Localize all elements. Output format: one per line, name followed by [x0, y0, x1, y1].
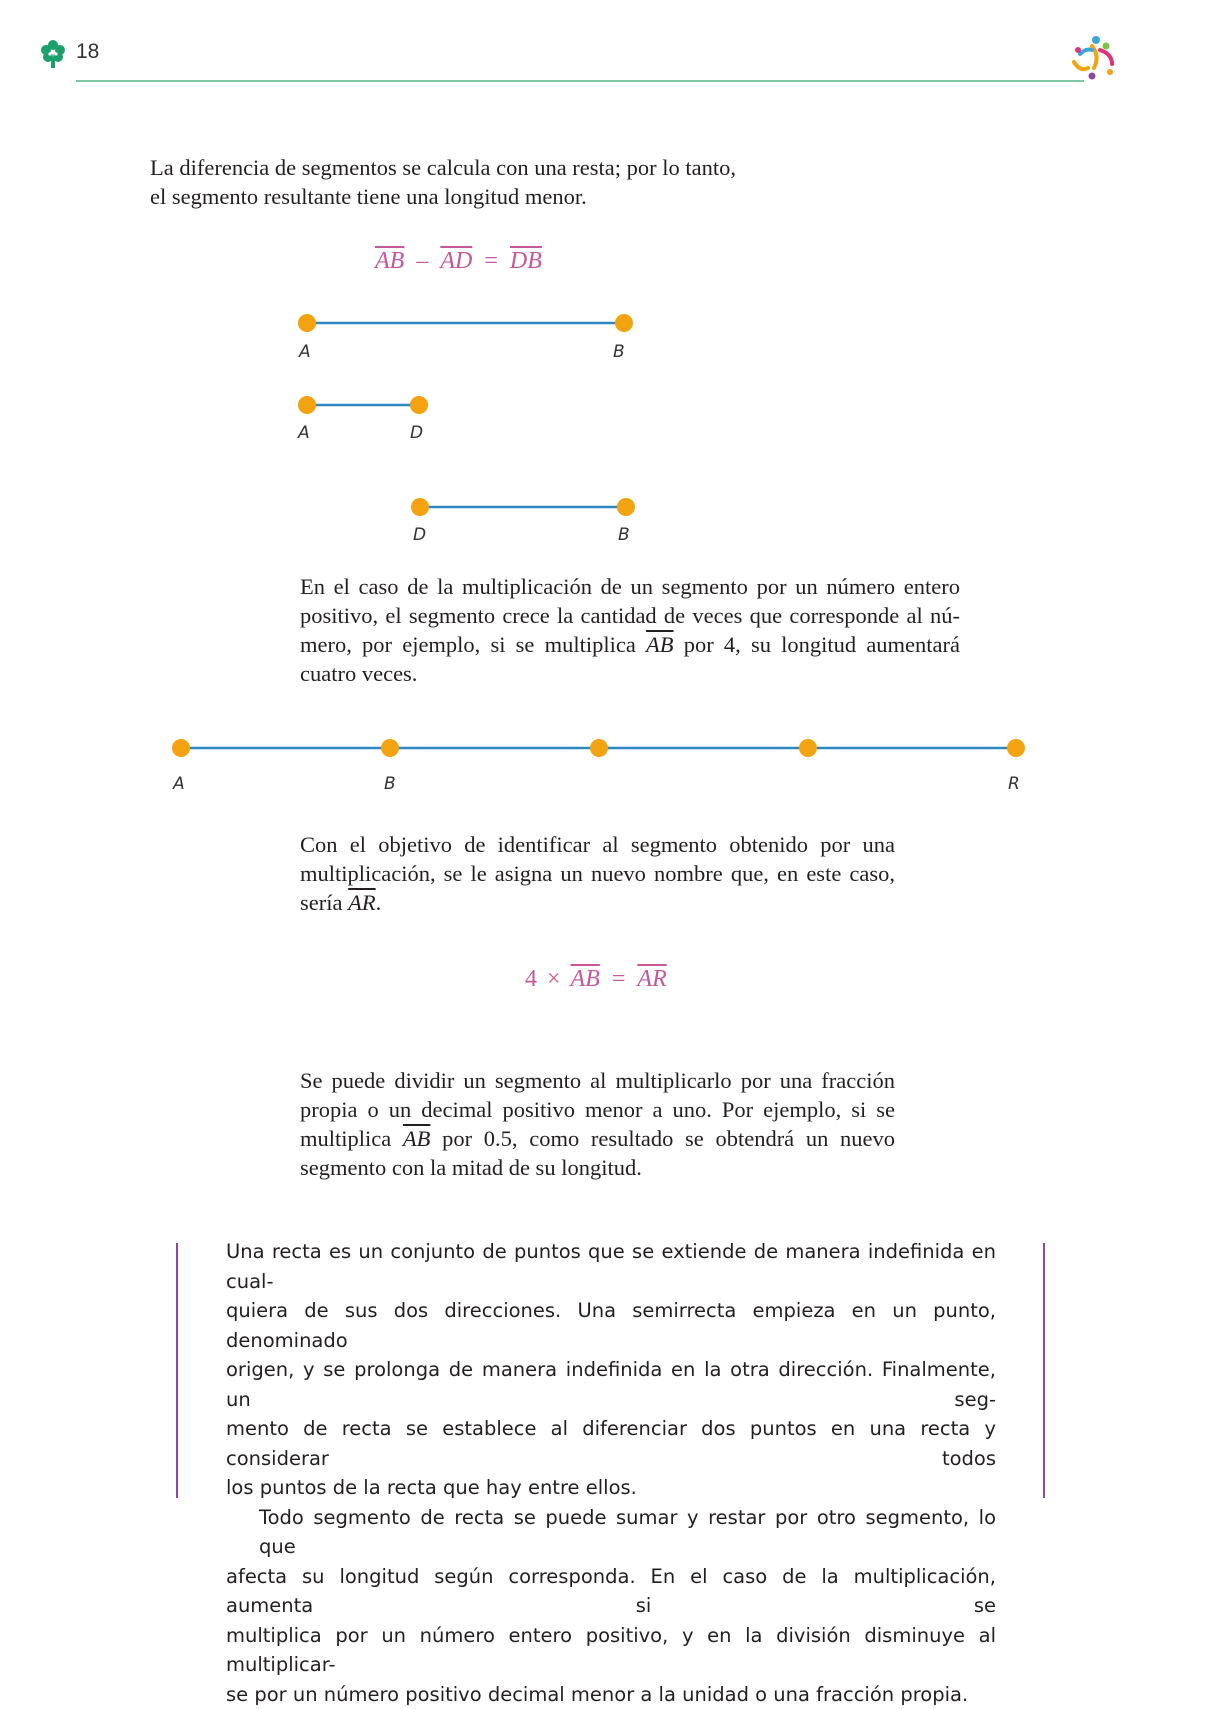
label-a: A — [298, 423, 310, 443]
page-number: 18 — [76, 40, 99, 64]
text-span: multiplica — [300, 1126, 391, 1151]
segment-db: $\overline{DB}$ — [510, 248, 542, 274]
label-b: B — [613, 342, 625, 362]
paragraph-line: segmento con la mitad de su longitud. — [300, 1153, 895, 1182]
segment-ar-diagram — [168, 736, 1030, 760]
paragraph-line — [300, 888, 895, 917]
point-r — [1007, 739, 1025, 757]
label-b: B — [384, 774, 396, 794]
summary-line: los puntos de la recta que hay entre ellos. — [226, 1473, 996, 1503]
paragraph-line: multiplicación, se le asigna un nuevo nombre que, en este caso, — [300, 859, 895, 888]
paragraph-line — [300, 630, 960, 659]
multiplication-formula — [525, 966, 667, 993]
paragraph-line: positivo, el segmento crece la cantidad de veces que corresponde al nú- — [300, 601, 960, 630]
segment-ab: $\overline{AB}$ — [375, 248, 404, 274]
point — [590, 739, 608, 757]
segment-ab: $\overline{AB}$ — [571, 966, 600, 992]
tree-emblem-icon — [38, 38, 68, 70]
paragraph-line: Con el objetivo de identificar al segmento obtenido por una — [300, 830, 895, 859]
point-b — [615, 314, 633, 332]
equals-sign: = — [606, 966, 632, 992]
point — [799, 739, 817, 757]
point-d — [411, 498, 429, 516]
text-span: sería — [300, 890, 342, 915]
point-a — [298, 314, 316, 332]
summary-left-bar — [176, 1243, 178, 1498]
intro-line: La diferencia de segmentos se calcula con una resta; por lo tanto, — [150, 153, 770, 182]
difference-formula — [375, 248, 542, 275]
paragraph-line: propia o un decimal positivo menor a uno. Por ejemplo, si se — [300, 1095, 895, 1124]
label-b: B — [618, 525, 630, 545]
factor: 4 — [525, 966, 537, 992]
minus-sign: – — [410, 248, 434, 274]
point-d — [410, 396, 428, 414]
summary-line: se por un número positivo decimal menor a la unidad o una fracción propia. — [226, 1680, 996, 1709]
text-span: por 0.5, como resultado se obtendrá un nuevo — [442, 1126, 895, 1151]
summary-line: quiera de sus dos direcciones. Una semirrecta empieza en un punto, denominado — [226, 1296, 996, 1355]
segment-ar-inline: $\overline{AR}$ — [348, 890, 376, 915]
text-span: . — [376, 890, 382, 915]
header-rule — [76, 80, 1084, 82]
point-b — [381, 739, 399, 757]
text-span: mero, por ejemplo, si se multiplica — [300, 632, 636, 657]
paragraph-line: En el caso de la multiplicación de un segmento por un número entero — [300, 572, 960, 601]
point-a — [298, 396, 316, 414]
division-paragraph — [300, 1066, 895, 1182]
label-a: A — [173, 774, 185, 794]
summary-right-bar — [1043, 1243, 1045, 1498]
segment-ar: $\overline{AR}$ — [637, 966, 666, 992]
naming-paragraph — [300, 830, 895, 917]
colorful-figure-logo-icon — [1066, 32, 1122, 84]
segment-ab-diagram — [295, 312, 639, 334]
summary-line: origen, y se prolonga de manera indefinida en la otra dirección. Finalmente, un seg- — [226, 1355, 996, 1414]
summary-line: Una recta es un conjunto de puntos que se extiende de manera indefinida en cual- — [226, 1237, 996, 1296]
summary-line: afecta su longitud según corresponda. En el caso de la multiplicación, aumenta si se — [226, 1562, 996, 1621]
summary-line: Todo segmento de recta se puede sumar y restar por otro segmento, lo que — [226, 1503, 996, 1562]
intro-paragraph — [150, 153, 770, 211]
paragraph-line: Se puede dividir un segmento al multiplicarlo por una fracción — [300, 1066, 895, 1095]
point-b — [617, 498, 635, 516]
summary-box — [226, 1237, 996, 1709]
label-d: D — [413, 525, 426, 545]
summary-line: multiplica por un número entero positivo, y en la división disminuye al multiplicar- — [226, 1621, 996, 1680]
segment-ad: $\overline{AD}$ — [440, 248, 472, 274]
segment-ab-inline: $\overline{AB}$ — [403, 1126, 431, 1151]
label-d: D — [410, 423, 423, 443]
intro-line: el segmento resultante tiene una longitud menor. — [150, 182, 770, 211]
segment-ad-diagram — [295, 394, 435, 416]
text-span: por 4, su longitud aumentará — [684, 632, 960, 657]
point-a — [172, 739, 190, 757]
label-a: A — [299, 342, 311, 362]
paragraph-line: cuatro veces. — [300, 659, 960, 688]
equals-sign: = — [478, 248, 504, 274]
times-sign: × — [543, 966, 565, 992]
segment-ab-inline: $\overline{AB}$ — [646, 632, 674, 657]
summary-line: mento de recta se establece al diferenciar dos puntos en una recta y considerar todos — [226, 1414, 996, 1473]
label-r: R — [1008, 774, 1020, 794]
paragraph-line — [300, 1124, 895, 1153]
multiplication-paragraph — [300, 572, 960, 688]
segment-db-diagram — [408, 496, 640, 518]
